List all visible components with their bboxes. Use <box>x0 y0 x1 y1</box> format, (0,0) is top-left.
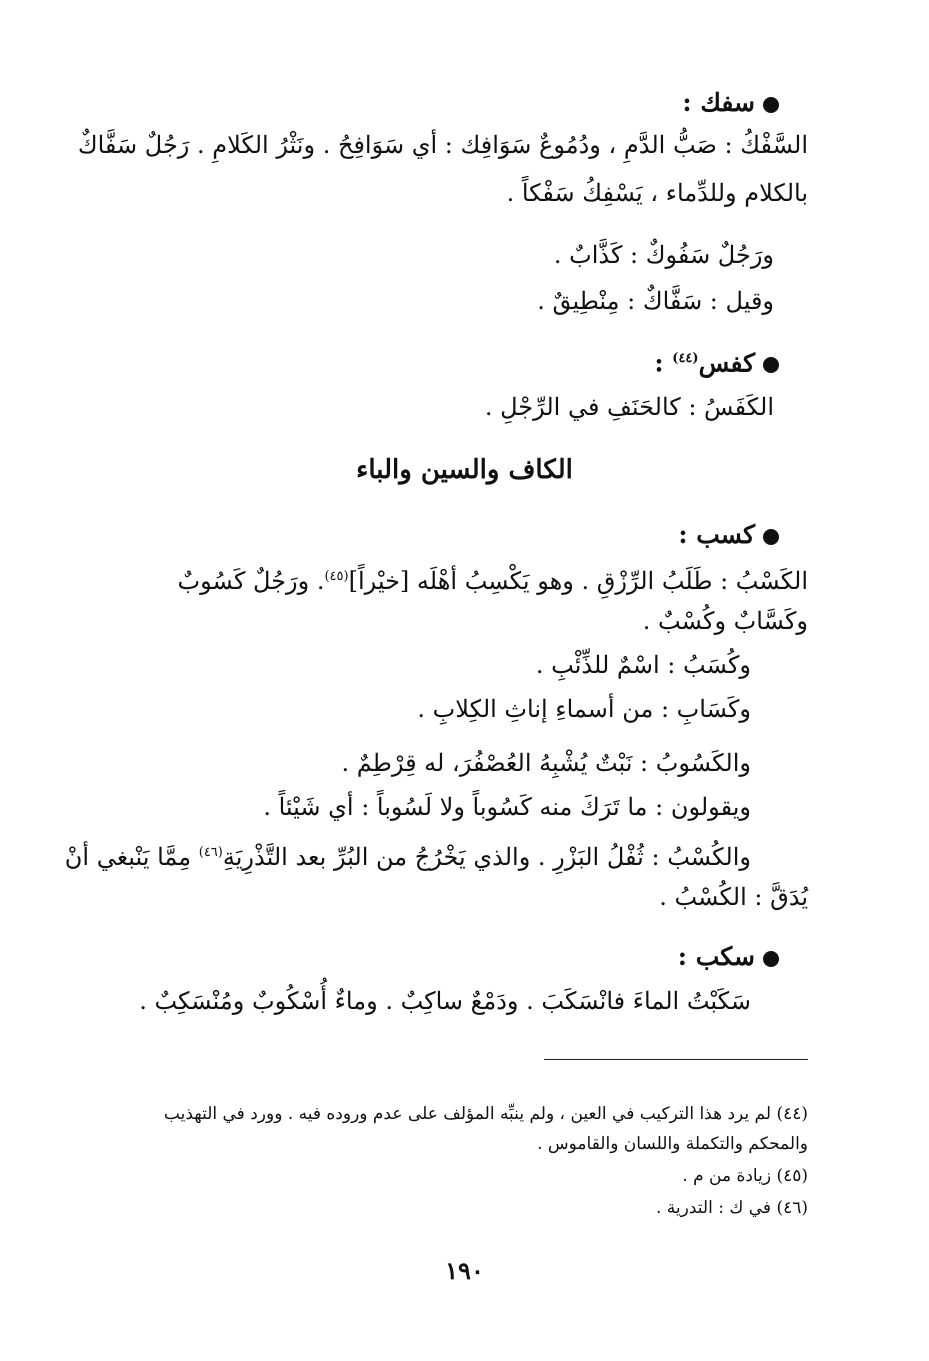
entry-heading-text: كفس <box>698 348 755 378</box>
entry-heading-sakab <box>678 940 779 974</box>
bullet-icon <box>763 951 779 967</box>
entry-heading-colon: : <box>654 348 673 378</box>
footnote-divider <box>544 1059 808 1060</box>
footnote-line: والمحكم والتكملة واللسان والقاموس . <box>537 1134 808 1154</box>
page-number: ١٩٠ <box>445 1256 484 1285</box>
bullet-icon <box>763 529 779 545</box>
entry-line: وكَسَابِ : من أسماءِ إناثِ الكِلابِ . <box>417 695 751 723</box>
bullet-icon <box>763 97 779 113</box>
entry-line: بالكلام وللدِّماء ، يَسْفِكُ سَفْكاً . <box>506 179 808 207</box>
entry-line: والكَسُوبُ : نَبْتٌ يُشْبِهُ العُصْفُرَ، له قِرْطِمٌ . <box>341 749 751 777</box>
entry-line: ورَجُلٌ سَفُوكٌ : كَذَّابٌ . <box>553 241 774 269</box>
footnote-line: (٤٥) زيادة من م . <box>682 1166 808 1186</box>
entry-line <box>65 836 751 874</box>
entry-line: ويقولون : ما تَرَكَ منه كَسُوباً ولا لَسُوباً : أي شَيْئاً . <box>263 793 751 821</box>
entry-text: والكُسْبُ : ثُفْلُ البَزْرِ . والذي يَخْرُجُ من البُرِّ بعد التَّذْرِيَةِ <box>222 843 751 871</box>
footnote-ref: (٤٥) <box>324 569 349 584</box>
footnote-ref: (٤٦) <box>198 845 223 860</box>
entry-heading-saffak <box>682 86 779 120</box>
footnote-ref: (٤٤) <box>672 351 699 366</box>
entry-heading-kasab <box>678 518 779 552</box>
entry-line: الكَفَسُ : كالحَنَفِ في الرِّجْلِ . <box>484 393 774 421</box>
entry-text: مِمَّا يَنْبغي أنْ <box>64 843 199 871</box>
entry-line <box>178 560 808 598</box>
entry-line: السَّفْكُ : صَبُّ الدَّمِ ، ودُمُوعٌ سَوَافِك : أي سَوَافِحُ . ونَثْرُ الكَلامِ . رَجُلٌ سَفَّاكٌ <box>77 131 808 159</box>
entry-text: الكَسْبُ : طَلَبُ الرِّزْقِ . وهو يَكْسِبُ أهْلَه [خيْراً] <box>348 567 808 595</box>
bullet-icon <box>763 357 779 373</box>
entry-heading-text: كسب : <box>678 520 755 549</box>
entry-line: يُدَقَّ : الكُسْبُ . <box>659 883 808 911</box>
entry-line: وقيل : سَفَّاكٌ : مِنْطِيقٌ . <box>537 287 774 315</box>
footnote-line: (٤٤) لم يرد هذا التركيب في العين ، ولم ينبِّه المؤلف على عدم وروده فيه . وورد في التهذيب <box>163 1104 808 1124</box>
entry-line: سَكَبْتُ الماءَ فانْسَكَبَ . ودَمْعٌ ساكِبٌ . وماءٌ أُسْكُوبٌ ومُنْسَكِبٌ . <box>139 987 751 1015</box>
entry-line: وكُسَبُ : اسْمٌ للذِّئْبِ . <box>535 651 751 679</box>
footnote-line: (٤٦) في ك : التدرية . <box>655 1198 808 1218</box>
entry-heading-text: سكب : <box>677 942 755 971</box>
entry-text: . ورَجُلٌ كَسُوبٌ <box>177 567 325 595</box>
entry-heading-text: سفك : <box>682 88 755 117</box>
section-title: الكاف والسين والباء <box>356 455 573 485</box>
entry-line: وكَسَّابٌ وكُسْبٌ . <box>642 607 808 635</box>
entry-heading-kafas <box>654 342 779 380</box>
